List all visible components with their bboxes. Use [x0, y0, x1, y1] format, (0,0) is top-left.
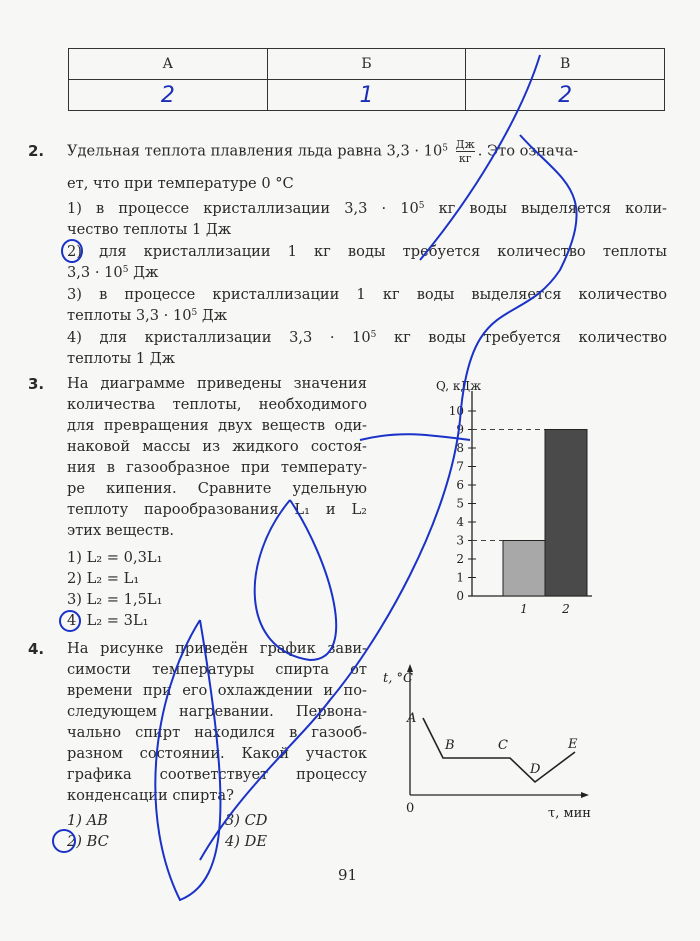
point-b: B	[445, 738, 455, 753]
bar-1	[503, 541, 545, 597]
answer-a[interactable]: 2	[69, 80, 268, 111]
q4-line: графика соответствует процессу	[67, 766, 367, 783]
point-a: A	[407, 711, 417, 726]
point-c: C	[498, 738, 508, 753]
q2-option-1[interactable]	[67, 198, 667, 240]
point-e: E	[568, 737, 578, 752]
q4-line: чально спирт находился в газооб-	[67, 724, 367, 741]
opt-text: теплоты 1 Дж	[67, 350, 176, 367]
y-tick-label: 5	[456, 496, 464, 511]
y-tick-label: 8	[456, 441, 464, 455]
q2-stem-line2: ет, что при температуре 0 °С	[67, 175, 294, 192]
opt-exp: 5	[418, 201, 425, 211]
opt-text: 3) в процессе кристаллизации 1 кг воды выделяется количество	[67, 286, 667, 303]
opt-exp: 5	[191, 308, 198, 318]
x-arrow	[581, 792, 589, 798]
header-a: А	[69, 49, 268, 80]
q4-stem	[67, 638, 367, 806]
answer-table	[68, 48, 665, 111]
q4-option-4[interactable]: 4) DE	[225, 833, 267, 850]
x-tick-label: 1	[520, 602, 528, 616]
frac-den: кг	[458, 152, 472, 165]
graph-xlabel: τ, мин	[548, 806, 591, 821]
opt-text: 3,3 · 10	[67, 264, 123, 281]
graph-ylabel: t, °С	[383, 671, 413, 686]
q3-line: ре кипения. Сравните удельную	[67, 480, 367, 497]
point-d: D	[530, 762, 541, 777]
q4-line: На рисунке приведён график зави-	[67, 640, 367, 657]
opt-text: теплоты 3,3 · 10	[67, 307, 192, 324]
q3-line: этих веществ.	[67, 522, 175, 539]
bar-chart	[420, 370, 660, 630]
q3-line: количества теплоты, необходимого	[67, 396, 367, 413]
q4-line: времени при его охлаждении и по-	[67, 682, 367, 699]
y-tick-label: 0	[456, 589, 464, 603]
answer-v[interactable]: 2	[466, 80, 665, 111]
y-tick-label: 6	[456, 478, 464, 492]
x-tick-label: 2	[562, 602, 570, 616]
q2-option-3[interactable]	[67, 284, 667, 326]
q4-line: симости температуры спирта от	[67, 661, 367, 678]
q3-option-3[interactable]: 3) L₂ = 1,5L₁	[67, 591, 163, 608]
q4-line: следующем нагревании. Первона-	[67, 703, 367, 720]
q3-stem	[67, 373, 367, 541]
opt-text: 1) в процессе кристаллизации 3,3 · 10	[67, 200, 419, 217]
bar-2	[545, 430, 587, 597]
q3-option-1[interactable]: 1) L₂ = 0,3L₁	[67, 549, 163, 566]
header-v: В	[466, 49, 665, 80]
opt-text: 2) для кристаллизации 1 кг воды требуется количество теплоты	[67, 243, 667, 260]
q3-line: наковой массы из жидкого состоя-	[67, 438, 367, 455]
q2-exp: 5	[442, 143, 448, 154]
q4-line: разном состоянии. Какой участок	[67, 745, 367, 762]
q3-line: для превращения двух веществ оди-	[67, 417, 367, 434]
q3-options	[67, 547, 162, 631]
opt-text: кг воды требуется количество	[376, 329, 667, 346]
q2-stem-line1	[67, 138, 667, 165]
q2-text: Удельная теплота плавления льда равна 3,3 · 10	[67, 142, 443, 160]
q3-line: На диаграмме приведены значения	[67, 375, 367, 392]
opt-text: кг воды выделяется коли-	[424, 200, 667, 217]
opt-text: 4) для кристаллизации 3,3 · 10	[67, 329, 371, 346]
temperature-graph	[370, 660, 630, 830]
y-tick-label: 2	[456, 552, 464, 566]
opt-exp: 5	[370, 330, 377, 340]
graph-origin: 0	[406, 801, 415, 816]
q2-number: 2.	[28, 142, 45, 160]
q3-option-4[interactable]: 4) L₂ = 3L₁	[67, 612, 149, 629]
y-tick-label: 7	[456, 459, 464, 474]
y-tick-label: 1	[456, 570, 464, 585]
q2-text-end: . Это означа-	[477, 142, 579, 160]
chart-ylabel: Q, кДж	[436, 379, 482, 393]
q4-option-1[interactable]: 1) AB	[67, 812, 108, 829]
answer-b[interactable]: 1	[267, 80, 466, 111]
q2-option-2[interactable]	[67, 241, 667, 283]
q3-line: ния в газообразное при температу-	[67, 459, 367, 476]
opt-text: чество теплоты 1 Дж	[67, 221, 232, 238]
q4-line: конденсации спирта?	[67, 787, 234, 804]
q4-number: 4.	[28, 640, 45, 658]
opt-text: Дж	[197, 307, 228, 324]
q3-line: теплоту парообразования L₁ и L₂	[67, 501, 367, 518]
opt-text: Дж	[128, 264, 159, 281]
q2-option-4[interactable]	[67, 327, 667, 369]
q3-number: 3.	[28, 375, 45, 393]
opt-exp: 5	[122, 265, 129, 275]
y-tick-label: 9	[456, 422, 464, 437]
y-tick-label: 3	[456, 533, 464, 548]
header-b: Б	[267, 49, 466, 80]
y-tick-label: 4	[456, 515, 464, 529]
y-tick-label: 10	[448, 404, 464, 418]
q3-option-2[interactable]: 2) L₂ = L₁	[67, 570, 140, 587]
q4-option-2[interactable]: 2) BC	[67, 833, 109, 850]
page-number: 91	[338, 866, 358, 884]
frac-num: Дж	[455, 138, 475, 151]
q4-option-3[interactable]: 3) CD	[225, 812, 268, 829]
